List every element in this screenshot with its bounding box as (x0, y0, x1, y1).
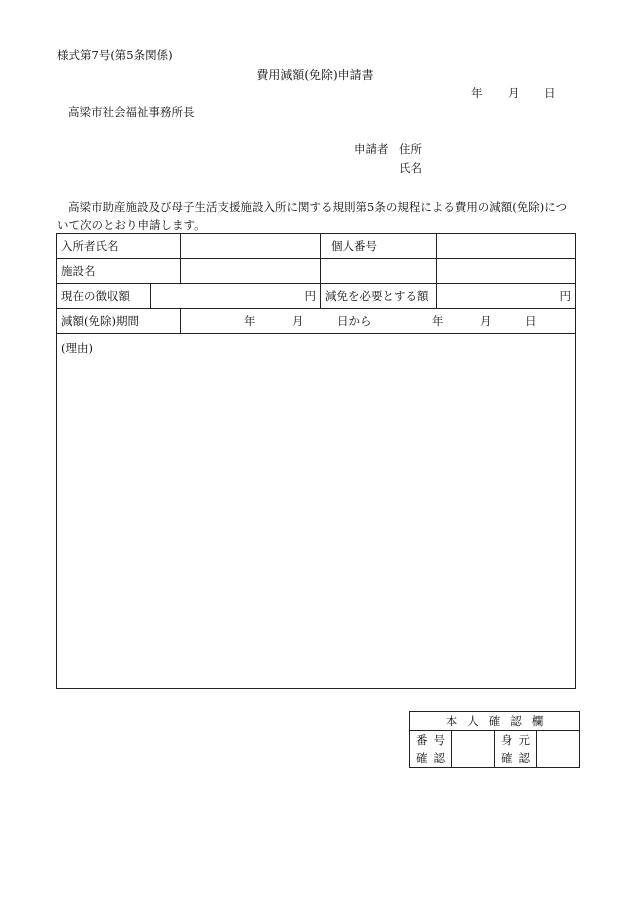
identity-check-field[interactable] (537, 731, 580, 768)
confirmation-title: 本人確認欄 (410, 712, 580, 731)
name-label: 氏名 (399, 161, 422, 175)
identity-confirmation-table (409, 711, 580, 768)
address-label: 住所 (399, 142, 422, 156)
addressee: 高梁市社会福祉事務所長 (68, 105, 195, 119)
personal-number-label: 個人番号 (321, 234, 437, 259)
date-month: 月 (508, 86, 520, 100)
identity-check-line-1: 身元 (501, 733, 536, 747)
resident-name-field[interactable] (181, 234, 321, 259)
number-check-line-1: 番号 (416, 733, 451, 747)
table-row (57, 309, 576, 334)
number-check-label (410, 731, 452, 768)
identity-check-label (495, 731, 537, 768)
applicant-label: 申請者 (354, 142, 389, 156)
reason-field[interactable] (57, 334, 576, 689)
current-fee-field[interactable] (151, 284, 321, 309)
facility-name-field[interactable] (181, 259, 321, 284)
current-fee-yen: 円 (304, 289, 316, 303)
required-reduction-field[interactable] (437, 284, 576, 309)
period-month-2: 月 (480, 314, 492, 328)
required-reduction-label: 減免を必要とする額 (321, 284, 437, 309)
document-title: 費用減額(免除)申請書 (256, 68, 374, 82)
facility-name-label: 施設名 (57, 259, 181, 284)
table-row (57, 259, 576, 284)
application-table (56, 233, 576, 689)
period-from: 日から (337, 314, 372, 328)
resident-name-label: 入所者氏名 (57, 234, 181, 259)
date-year: 年 (471, 86, 483, 100)
date-line (471, 88, 556, 100)
current-fee-label: 現在の徴収額 (57, 284, 151, 309)
required-reduction-yen: 円 (559, 289, 571, 303)
date-day: 日 (544, 86, 556, 100)
period-year-2: 年 (432, 314, 444, 328)
period-year-1: 年 (244, 314, 256, 328)
period-day-2: 日 (525, 314, 537, 328)
table-row (410, 712, 580, 731)
number-check-line-2: 確認 (416, 751, 451, 765)
personal-number-field[interactable] (437, 234, 576, 259)
period-label: 減額(免除)期間 (57, 309, 181, 334)
table-row (57, 234, 576, 259)
period-month-1: 月 (292, 314, 304, 328)
body-text (57, 198, 572, 234)
table-row (57, 334, 576, 689)
period-field[interactable] (181, 309, 576, 334)
reason-label: (理由) (61, 341, 93, 355)
facility-name-extra-field-2[interactable] (437, 259, 576, 284)
number-check-field[interactable] (452, 731, 495, 768)
form-number: 様式第7号(第5条関係) (57, 48, 173, 62)
table-row (410, 731, 580, 768)
table-row (57, 284, 576, 309)
body-text-content: 高梁市助産施設及び母子生活支援施設入所に関する規則第5条の規程による費用の減額(免除)について次のとおり申請します。 (57, 200, 568, 232)
identity-check-line-2: 確認 (501, 751, 536, 765)
facility-name-extra-field[interactable] (321, 259, 437, 284)
